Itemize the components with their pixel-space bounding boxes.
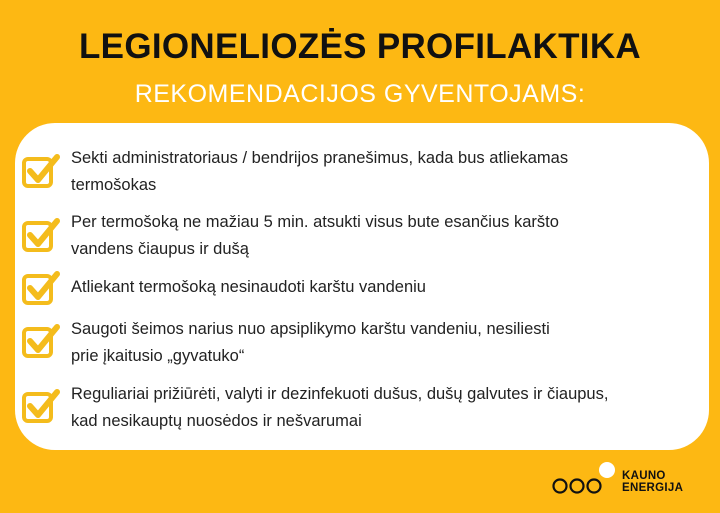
item-text: Sekti administratoriaus / bendrijos pranešimus, kada bus atliekamas termošokas: [71, 149, 569, 194]
page-subtitle: REKOMENDACIJOS GYVENTOJAMS:: [134, 80, 586, 108]
logo-text: KAUNO ENERGIJA: [622, 470, 684, 494]
checkbox-check-icon: [21, 215, 61, 255]
page-title: LEGIONELIOZĖS PROFILAKTIKA: [79, 27, 641, 66]
item-text: Reguliariai prižiūrėti, valyti ir dezinfekuoti dušus, dušų galvutes ir čiaupus, kad nesikauptų nuosėdos ir nešvarumai: [71, 385, 609, 430]
recommendations-card: [15, 123, 709, 450]
checkbox-check-icon: [21, 268, 61, 308]
item-text: Per termošoką ne mažiau 5 min. atsukti visus bute esančius karšto vandens čiaupus ir dušą: [71, 213, 559, 258]
checkbox-check-icon: [21, 151, 61, 191]
item-text: Atliekant termošoką nesinaudoti karštu vandeniu: [71, 278, 426, 296]
checkbox-check-icon: [21, 321, 61, 361]
item-text: Saugoti šeimos narius nuo apsiplikymo karštu vandeniu, nesiliesti prie įkaitusio „gyvatuko“: [71, 320, 550, 365]
checkbox-check-icon: [21, 386, 61, 426]
